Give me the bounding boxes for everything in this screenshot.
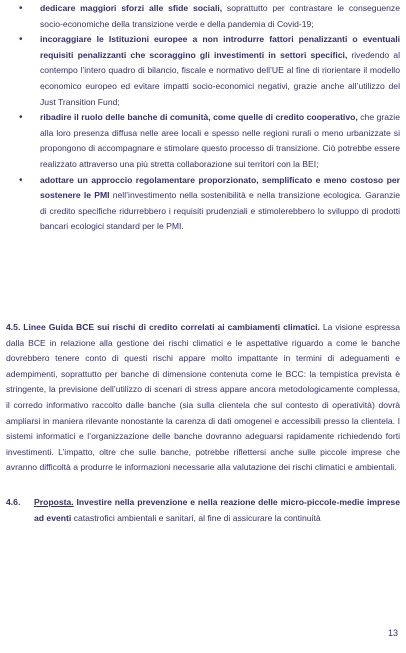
section-heading: 4.5. Linee Guida BCE sui rischi di credito correlati ai cambiamenti climatici.: [6, 322, 320, 332]
bullet-icon: •: [19, 174, 23, 186]
list-item: [0, 110, 406, 172]
section-label: Proposta.: [34, 497, 74, 507]
item-bold-text: dedicare maggiori sforzi alle sfide sociali,: [40, 3, 223, 13]
section-body: La visione espressa dalla BCE in relazione alla gestione dei rischi climatici e le aspettative riguardo a come le banche dovrebbero tenere conto di questi rischi appare molto impattante in termini di adeguamenti e adempimenti, soprattutto per banche di dimensione contenuta come le BCC: la tempistica prevista è stringente, la previsione dell’utilizzo di scenari di stress appare ancora metodologicamente complessa, il corredo informativo raccolto dalle banche (sia sulla clientela che sul contesto di operatività) dovrà ampliarsi in maniera rilevante nonostante la carenza di dati omogenei e accessibili presso la clientela. I sistemi informatici e l’organizzazione delle banche dovranno adeguarsi rapidamente richiedendo forti investimenti. L’impatto, oltre che sulle banche, potrebbe riflettersi anche sulle piccole imprese che avranno difficoltà a produrre le informazioni necessarie alla valutazione dei rischi climatici e ambientali.: [6, 322, 400, 473]
section-body: catastrofici ambientali e sanitari, al fine di assicurare la continuità: [71, 512, 321, 523]
bullet-icon: •: [19, 3, 23, 14]
section-number: 4.6.: [6, 497, 21, 507]
section-heading: Investire nella prevenzione e nella reazione delle micro-piccole-medie imprese ad eventi: [34, 497, 400, 523]
section-4-6: [6, 495, 400, 526]
recommendation-list: [0, 1, 406, 235]
bullet-icon: •: [19, 34, 23, 46]
item-text: rivedendo al contempo l’intero quadro di bilancio, fiscale e normativo dell’UE al fine di riorientare il modello economico europeo ed evitare impatti socio-economici negativi, grazie anche all’utilizzo del Just Transition Fund;: [40, 49, 400, 107]
bullet-icon: •: [19, 112, 23, 124]
item-bold-text: adottare un approccio regolamentare proporzionato, semplificato e meno costoso per sostenere le PMI: [40, 174, 400, 201]
page-number: 13: [387, 628, 398, 638]
item-text: soprattutto per contrastare le conseguenze socio-economiche della transizione verde e della pandemia di Covid-19;: [40, 3, 400, 29]
item-bold-text: ribadire il ruolo delle banche di comunità, come quelle di credito cooperativo,: [40, 112, 358, 123]
item-bold-text: incoraggiare le Istituzioni europee a non introdurre fattori penalizzanti o eventuali requisiti penalizzanti che scoraggino gli investimenti in settori specifici,: [40, 34, 400, 60]
list-item: [0, 1, 406, 32]
section-4-5: [6, 320, 400, 476]
item-text: nell’investimento nella sostenibilità e nella transizione ecologica. Garanzie di credito specifiche ridurrebbero i requisiti prudenziali e stimolerebbero lo sviluppo di prodotti bancari ecologici standard per le PMI.: [40, 190, 400, 232]
list-item: [0, 32, 406, 110]
list-item: [0, 173, 406, 235]
item-text: che grazie alla loro presenza diffusa nelle aree locali e spesso nelle regioni rurali o meno urbanizzate si propongono di accompagnare e stimolare questo processo di transizione. Ciò potrebbe essere realizzato attraverso una più stretta collaborazione sui territori con la BEI;: [40, 112, 400, 169]
